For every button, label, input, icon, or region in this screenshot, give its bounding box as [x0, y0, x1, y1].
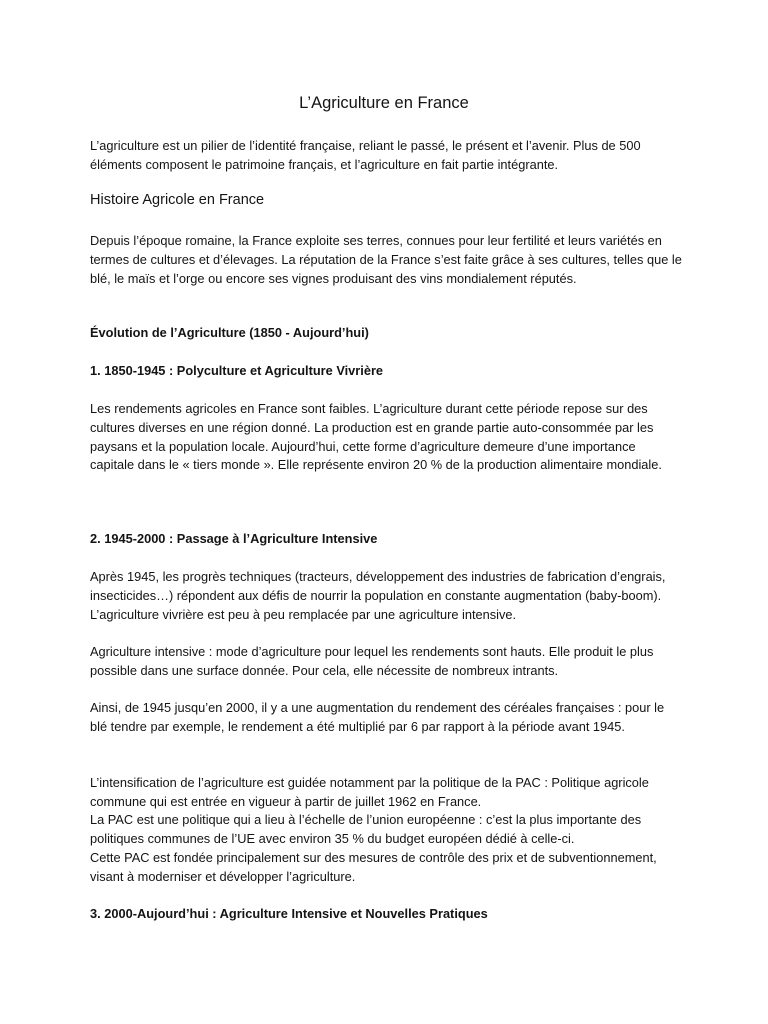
period2-paragraph-e: La PAC est une politique qui a lieu à l’échelle de l’union européenne : c’est la plus importante des politiques communes de l’UE avec environ 35 % du budget européen dédié à celle-ci. — [90, 812, 642, 846]
period2-paragraph-a: Après 1945, les progrès techniques (tracteurs, développement des industries de fabrication d’engrais, insecticides…) répondent aux défis de nourrir la population en constante augmentation (baby-boom). L’agriculture vivrière est peu à peu remplacée par une agriculture intensive. — [90, 569, 666, 622]
period3-heading: 3. 2000-Aujourd’hui : Agriculture Intensive et Nouvelles Pratiques — [90, 906, 488, 921]
section-heading-history: Histoire Agricole en France — [90, 192, 265, 208]
page-title: L’Agriculture en France — [299, 94, 469, 112]
period2-paragraph-c: Ainsi, de 1945 jusqu’en 2000, il y a une augmentation du rendement des céréales françaises : pour le blé tendre par exemple, le rendement a été multiplié par 6 par rapport à la période avant 1945. — [90, 700, 665, 734]
period1-paragraph: Les rendements agricoles en France sont faibles. L’agriculture durant cette période repose sur des cultures diverses en une région donné. La production est en grande partie auto-consommée par les paysans et la population locale. Aujourd’hui, cette forme d’agriculture demeure d’une importance capitale dans le « tiers monde ». Elle représente environ 20 % de la production alimentaire mondiale. — [90, 401, 662, 473]
intro-paragraph: L’agriculture est un pilier de l’identité française, reliant le passé, le présent et l’avenir. Plus de 500 éléments composent le patrimoine français, et l’agriculture en fait partie intégrante. — [90, 138, 641, 172]
period2-paragraph-b: Agriculture intensive : mode d’agriculture pour lequel les rendements sont hauts. Elle produit le plus possible dans une surface donnée. Pour cela, elle nécessite de nombreux intrants. — [90, 644, 654, 678]
period1-heading: 1. 1850-1945 : Polyculture et Agriculture Vivrière — [90, 363, 384, 378]
history-paragraph: Depuis l’époque romaine, la France exploite ses terres, connues pour leur fertilité et leurs variétés en termes de cultures et d’élevages. La réputation de la France s’est faite grâce à ses cultures, telles que le blé, le maïs et l’orge ou encore ses vignes produisant des vins mondialement réputés. — [90, 233, 682, 286]
period2-paragraph-d: L’intensification de l’agriculture est guidée notamment par la politique de la PAC : Politique agricole commune qui est entrée en vigueur à partir de juillet 1962 en France. — [90, 775, 649, 809]
period2-heading: 2. 1945-2000 : Passage à l’Agriculture Intensive — [90, 531, 378, 546]
period2-paragraph-f: Cette PAC est fondée principalement sur des mesures de contrôle des prix et de subventionnement, visant à moderniser et développer l’agriculture. — [90, 850, 657, 884]
evolution-heading: Évolution de l’Agriculture (1850 - Aujourd’hui) — [90, 325, 369, 340]
